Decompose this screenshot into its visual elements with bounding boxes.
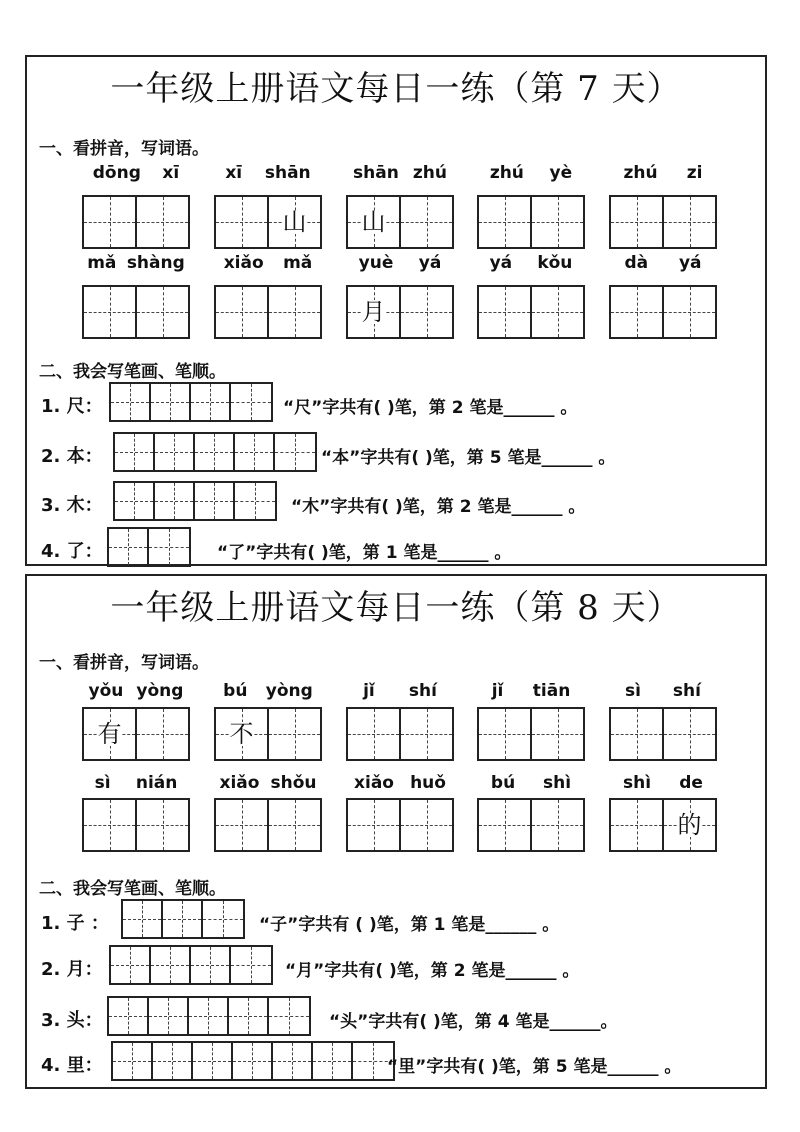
stroke-question-row <box>41 481 761 521</box>
pinyin-syllable: shí <box>672 681 701 701</box>
pinyin-syllable: zhú <box>623 163 658 183</box>
stroke-cell[interactable] <box>269 998 309 1034</box>
pinyin-syllable: yá <box>489 253 513 273</box>
stroke-cell[interactable] <box>123 901 163 937</box>
stroke-cell[interactable] <box>313 1043 353 1079</box>
pinyin-syllable: de <box>679 773 703 793</box>
pinyin-syllable: xiǎo <box>219 773 260 793</box>
stroke-question-row <box>41 945 761 985</box>
stroke-question-text: “月”字共有( )笔，第 2 笔是______ 。 <box>285 961 580 981</box>
stroke-cell[interactable] <box>115 483 155 519</box>
pinyin-syllable: mǎ <box>283 253 313 273</box>
stroke-cell[interactable] <box>163 901 203 937</box>
writing-cell[interactable] <box>664 709 715 759</box>
writing-cell[interactable] <box>84 197 137 247</box>
writing-cell[interactable] <box>216 709 269 759</box>
pinyin-syllable: shí <box>408 681 437 701</box>
pinyin-label <box>82 161 190 183</box>
stroke-cell[interactable] <box>191 384 231 420</box>
tianzige-grid[interactable] <box>609 195 717 249</box>
pinyin-syllable: zhú <box>489 163 524 183</box>
stroke-cell[interactable] <box>115 434 155 470</box>
tianzige-grid[interactable] <box>346 707 454 761</box>
stroke-question-text: “本”字共有( )笔，第 5 笔是______ 。 <box>321 448 616 468</box>
section-1-heading: 一、看拼音，写词语。 <box>39 653 209 673</box>
writing-cell[interactable] <box>348 800 401 850</box>
stroke-question-text: “了”字共有( )笔，第 1 笔是______ 。 <box>217 543 512 563</box>
pinyin-syllable: xī <box>162 163 180 183</box>
section-2-heading: 二、我会写笔画、笔顺。 <box>39 879 226 899</box>
stroke-cell[interactable] <box>229 998 269 1034</box>
pinyin-syllable: yuè <box>358 253 394 273</box>
pinyin-syllable: xī <box>225 163 243 183</box>
writing-cell[interactable] <box>137 287 188 337</box>
tianzige-grid[interactable] <box>82 798 190 852</box>
stroke-question-text: “尺”字共有( )笔，第 2 笔是______ 。 <box>283 398 578 418</box>
writing-cell[interactable] <box>611 197 664 247</box>
tianzige-grid[interactable] <box>214 798 322 852</box>
stroke-question-row <box>41 382 761 422</box>
writing-cell[interactable] <box>611 800 664 850</box>
tianzige-grid[interactable] <box>346 195 454 249</box>
pinyin-label <box>214 251 322 273</box>
tianzige-grid[interactable] <box>477 195 585 249</box>
stroke-cell[interactable] <box>235 483 275 519</box>
stroke-question-label: 1. 尺： <box>41 396 103 417</box>
stroke-question-label: 1. 子 ： <box>41 913 109 934</box>
writing-cell[interactable] <box>664 287 715 337</box>
writing-cell[interactable] <box>664 197 715 247</box>
pinyin-label <box>346 251 454 273</box>
section-2-heading: 二、我会写笔画、笔顺。 <box>39 362 226 382</box>
stroke-order-grid[interactable] <box>109 382 273 422</box>
stroke-cell[interactable] <box>191 947 231 983</box>
stroke-cell[interactable] <box>149 998 189 1034</box>
pinyin-label <box>214 771 322 793</box>
stroke-cell[interactable] <box>109 529 149 565</box>
pinyin-label <box>477 679 585 701</box>
stroke-cell[interactable] <box>233 1043 273 1079</box>
pinyin-syllable: zi <box>686 163 703 183</box>
tianzige-grid[interactable] <box>477 285 585 339</box>
stroke-cell[interactable] <box>155 434 195 470</box>
tianzige-grid[interactable] <box>214 707 322 761</box>
worksheet-day-7 <box>25 55 767 566</box>
stroke-order-grid[interactable] <box>109 945 273 985</box>
pinyin-label <box>477 251 585 273</box>
pinyin-syllable: shàng <box>126 253 185 273</box>
writing-cell[interactable] <box>532 709 583 759</box>
pinyin-label <box>609 161 717 183</box>
prefilled-character: 月 <box>361 298 386 326</box>
stroke-order-grid[interactable] <box>113 481 277 521</box>
prefilled-character: 有 <box>97 720 122 748</box>
writing-cell[interactable] <box>216 287 269 337</box>
pinyin-syllable: zhú <box>412 163 447 183</box>
writing-cell[interactable] <box>137 709 188 759</box>
stroke-question-row <box>41 527 761 567</box>
stroke-cell[interactable] <box>153 1043 193 1079</box>
writing-cell[interactable] <box>532 287 583 337</box>
writing-cell[interactable] <box>348 197 401 247</box>
writing-cell[interactable] <box>479 287 532 337</box>
pinyin-label <box>477 771 585 793</box>
writing-cell[interactable] <box>401 800 452 850</box>
pinyin-label <box>82 771 190 793</box>
prefilled-character: 不 <box>229 720 254 748</box>
pinyin-syllable: nián <box>135 773 178 793</box>
stroke-question-row <box>41 432 761 472</box>
pinyin-label <box>82 679 190 701</box>
writing-cell[interactable] <box>216 197 269 247</box>
pinyin-syllable: yè <box>549 163 573 183</box>
stroke-cell[interactable] <box>113 1043 153 1079</box>
pinyin-syllable: xiǎo <box>223 253 264 273</box>
pinyin-syllable: yǒu <box>88 681 124 701</box>
pinyin-syllable: yòng <box>136 681 184 701</box>
writing-cell[interactable] <box>532 800 583 850</box>
stroke-cell[interactable] <box>203 901 243 937</box>
section-1-heading: 一、看拼音，写词语。 <box>39 139 209 159</box>
pinyin-label <box>477 161 585 183</box>
tianzige-grid[interactable] <box>214 195 322 249</box>
pinyin-label <box>82 251 190 273</box>
stroke-question-text: “头”字共有( )笔，第 4 笔是______。 <box>329 1012 618 1032</box>
writing-cell[interactable] <box>348 287 401 337</box>
worksheet-title: 一年级上册语文每日一练（第 8 天） <box>110 588 682 628</box>
pinyin-label <box>609 679 717 701</box>
stroke-cell[interactable] <box>275 434 315 470</box>
tianzige-grid[interactable] <box>346 798 454 852</box>
stroke-question-text: “木”字共有( )笔，第 2 笔是______ 。 <box>291 497 586 517</box>
pinyin-syllable: shì <box>623 773 652 793</box>
writing-cell[interactable] <box>84 800 137 850</box>
writing-cell[interactable] <box>216 800 269 850</box>
stroke-order-grid[interactable] <box>121 899 245 939</box>
stroke-question-text: “里”字共有( )笔，第 5 笔是______ 。 <box>387 1057 682 1077</box>
tianzige-grid[interactable] <box>82 195 190 249</box>
stroke-question-label: 4. 了： <box>41 541 103 562</box>
writing-cell[interactable] <box>611 709 664 759</box>
worksheet-title: 一年级上册语文每日一练（第 7 天） <box>110 69 682 109</box>
pinyin-label <box>609 771 717 793</box>
writing-cell[interactable] <box>401 197 452 247</box>
tianzige-grid[interactable] <box>214 285 322 339</box>
pinyin-label <box>346 161 454 183</box>
tianzige-grid[interactable] <box>82 707 190 761</box>
prefilled-character: 山 <box>282 208 307 236</box>
stroke-cell[interactable] <box>195 434 235 470</box>
pinyin-syllable: shì <box>543 773 572 793</box>
writing-cell[interactable] <box>664 800 715 850</box>
stroke-order-grid[interactable] <box>107 527 191 567</box>
stroke-order-grid[interactable] <box>111 1041 395 1081</box>
pinyin-syllable: dōng <box>92 163 141 183</box>
prefilled-character: 山 <box>361 208 386 236</box>
stroke-cell[interactable] <box>235 434 275 470</box>
tianzige-grid[interactable] <box>609 798 717 852</box>
pinyin-syllable: jǐ <box>491 681 504 701</box>
stroke-question-label: 3. 头： <box>41 1010 103 1031</box>
stroke-question-row <box>41 996 761 1036</box>
writing-cell[interactable] <box>269 709 320 759</box>
tianzige-grid[interactable] <box>477 707 585 761</box>
stroke-cell[interactable] <box>273 1043 313 1079</box>
pinyin-syllable: shān <box>264 163 311 183</box>
stroke-cell[interactable] <box>195 483 235 519</box>
stroke-cell[interactable] <box>151 384 191 420</box>
pinyin-syllable: sì <box>94 773 111 793</box>
pinyin-syllable: kǒu <box>537 253 573 273</box>
pinyin-syllable: shǒu <box>270 773 317 793</box>
worksheet-day-8 <box>25 574 767 1089</box>
stroke-order-grid[interactable] <box>107 996 311 1036</box>
stroke-order-grid[interactable] <box>113 432 317 472</box>
pinyin-syllable: huǒ <box>410 773 446 793</box>
pinyin-syllable: bú <box>223 681 248 701</box>
writing-cell[interactable] <box>479 197 532 247</box>
pinyin-label <box>346 679 454 701</box>
pinyin-label <box>346 771 454 793</box>
stroke-cell[interactable] <box>111 384 151 420</box>
writing-cell[interactable] <box>532 197 583 247</box>
pinyin-syllable: yá <box>418 253 442 273</box>
pinyin-label <box>214 161 322 183</box>
writing-cell[interactable] <box>84 287 137 337</box>
pinyin-label <box>609 251 717 273</box>
pinyin-label <box>214 679 322 701</box>
pinyin-syllable: yá <box>678 253 702 273</box>
pinyin-syllable: tiān <box>532 681 571 701</box>
pinyin-syllable: xiǎo <box>354 773 394 793</box>
pinyin-syllable: shān <box>353 163 399 183</box>
stroke-cell[interactable] <box>155 483 195 519</box>
writing-cell[interactable] <box>401 287 452 337</box>
stroke-question-row <box>41 899 761 939</box>
pinyin-syllable: dà <box>624 253 649 273</box>
stroke-cell[interactable] <box>231 947 271 983</box>
writing-cell[interactable] <box>269 197 320 247</box>
writing-cell[interactable] <box>137 197 188 247</box>
stroke-cell[interactable] <box>193 1043 233 1079</box>
stroke-cell[interactable] <box>109 998 149 1034</box>
pinyin-syllable: jǐ <box>363 681 375 701</box>
stroke-question-label: 2. 月： <box>41 959 103 980</box>
tianzige-grid[interactable] <box>609 285 717 339</box>
writing-cell[interactable] <box>611 287 664 337</box>
pinyin-syllable: mǎ <box>87 253 117 273</box>
stroke-cell[interactable] <box>151 947 191 983</box>
pinyin-syllable: sì <box>624 681 641 701</box>
writing-cell[interactable] <box>269 287 320 337</box>
stroke-question-label: 4. 里： <box>41 1055 103 1076</box>
writing-cell[interactable] <box>84 709 137 759</box>
tianzige-grid[interactable] <box>82 285 190 339</box>
stroke-cell[interactable] <box>149 529 189 565</box>
writing-cell[interactable] <box>269 800 320 850</box>
writing-cell[interactable] <box>479 800 532 850</box>
stroke-question-row <box>41 1041 761 1081</box>
stroke-question-text: “子”字共有 ( )笔，第 1 笔是______ 。 <box>259 915 560 935</box>
pinyin-syllable: bú <box>490 773 516 793</box>
stroke-question-label: 3. 木： <box>41 495 103 516</box>
tianzige-grid[interactable] <box>346 285 454 339</box>
tianzige-grid[interactable] <box>609 707 717 761</box>
writing-cell[interactable] <box>137 800 188 850</box>
prefilled-character: 的 <box>677 811 702 839</box>
stroke-cell[interactable] <box>189 998 229 1034</box>
pinyin-syllable: yòng <box>265 681 313 701</box>
writing-cell[interactable] <box>348 709 401 759</box>
tianzige-grid[interactable] <box>477 798 585 852</box>
stroke-cell[interactable] <box>231 384 271 420</box>
stroke-question-label: 2. 本： <box>41 446 103 467</box>
stroke-cell[interactable] <box>111 947 151 983</box>
writing-cell[interactable] <box>401 709 452 759</box>
writing-cell[interactable] <box>479 709 532 759</box>
